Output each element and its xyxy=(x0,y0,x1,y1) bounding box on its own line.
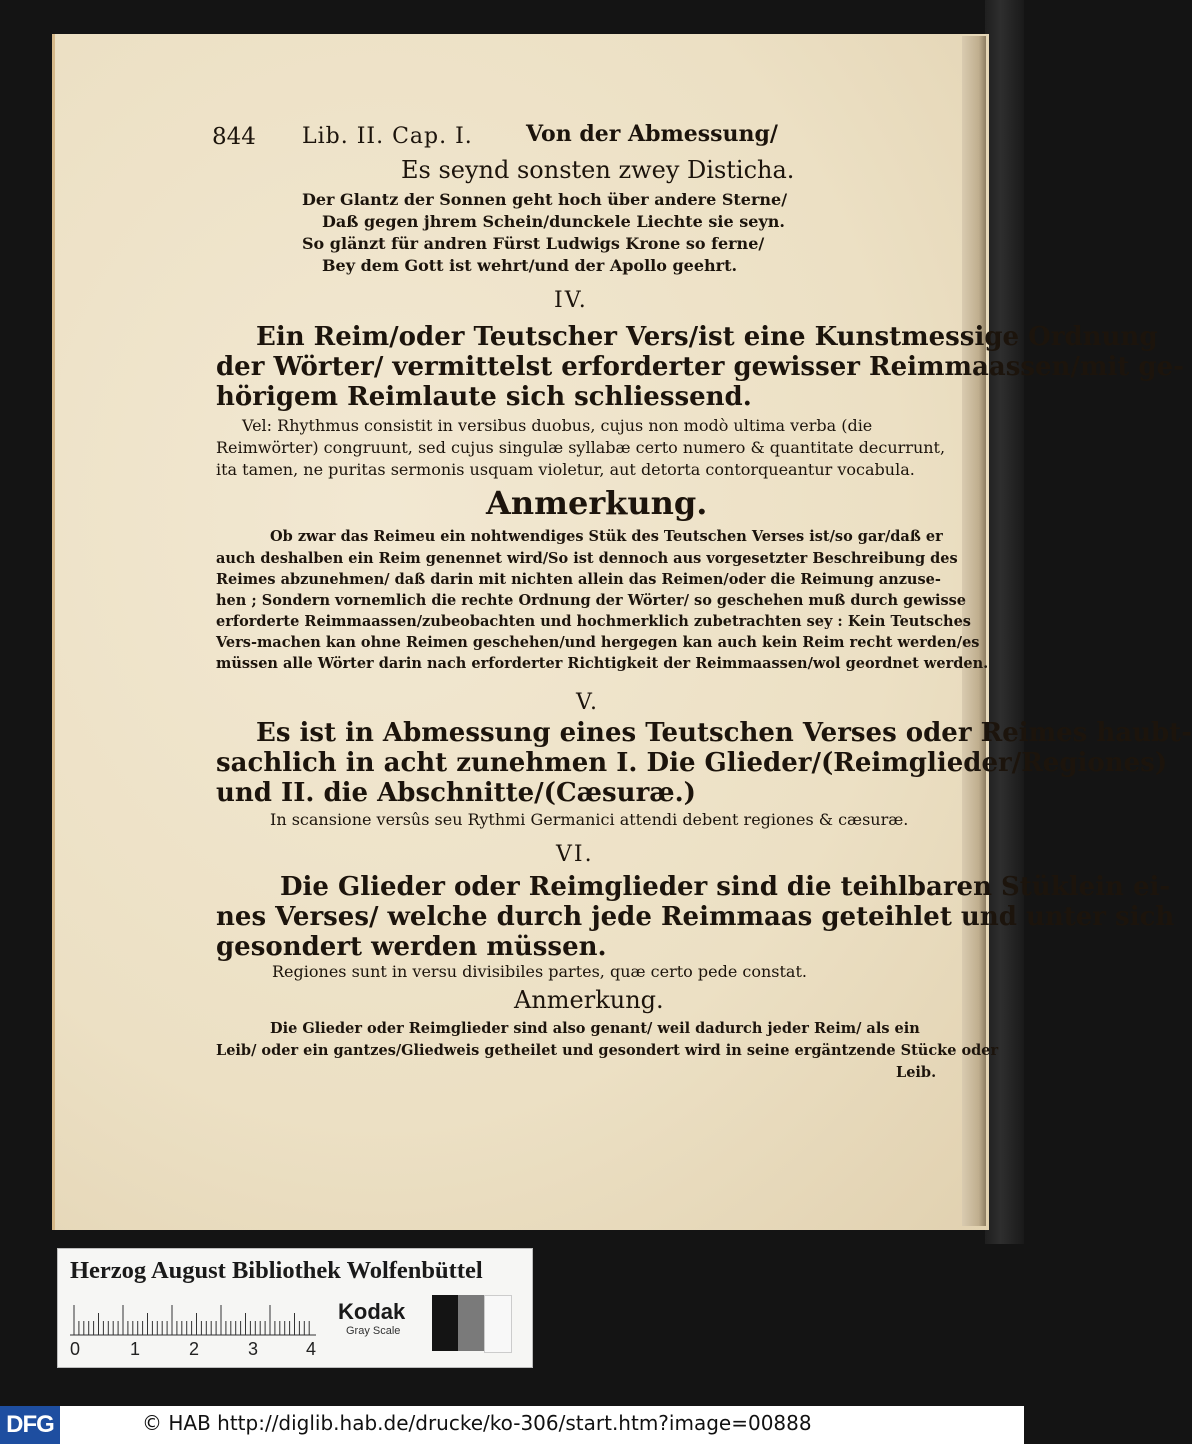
section-number-v: V. xyxy=(576,690,600,715)
section-v-line: Es ist in Abmessung eines Teutschen Verses oder Reimes haubt- xyxy=(256,718,1192,748)
institution-name: Herzog August Bibliothek Wolfenbüttel xyxy=(70,1257,483,1284)
anmerkung-heading: Anmerkung. xyxy=(514,986,664,1014)
note-line: Vers-machen kan ohne Reimen geschehen/und hergegen kan auch kein Reim recht werden/es xyxy=(216,634,980,651)
latin-line: Vel: Rhythmus consistit in versibus duobus, cujus non modò ultima verba (die xyxy=(242,416,873,435)
ruler-number: 1 xyxy=(130,1339,141,1359)
note-line: Reimes abzunehmen/ daß darin mit nichten allein das Reimen/oder die Reimung anzuse- xyxy=(216,571,941,588)
note-line: Ob zwar das Reimeu ein nohtwendiges Stük des Teutschen Verses ist/so gar/daß er xyxy=(270,528,943,545)
note-line: müssen alle Wörter darin nach erforderter Richtigkeit der Reimmaassen/wol geordnet werden. xyxy=(216,655,989,672)
ruler-number: 4 xyxy=(306,1339,317,1359)
section-number-vi: VI. xyxy=(556,842,594,867)
section-number-iv: IV. xyxy=(554,288,588,313)
section-v-line: sachlich in acht zunehmen I. Die Glieder/(Reimglieder/Regiones) xyxy=(216,748,1168,778)
ruler-scale xyxy=(70,1301,370,1337)
gray-patch-black xyxy=(432,1295,458,1351)
section-iv-line: der Wörter/ vermittelst erforderter gewisser Reimmaassen/mit ge- xyxy=(216,352,1184,382)
note-line: auch deshalben ein Reim genennet wird/So ist dennoch aus vorgesetzter Beschreibung des xyxy=(216,550,958,567)
note-line: Leib/ oder ein gantzes/Gliedweis getheilet und gesondert wird in seine ergäntzende Stücke oder xyxy=(216,1042,999,1059)
verse-line: Daß gegen jhrem Schein/dunckele Liechte sie seyn. xyxy=(322,212,785,231)
distichs-heading: Es seynd sonsten zwey Disticha. xyxy=(401,156,795,184)
ruler-number: 2 xyxy=(189,1339,200,1359)
section-vi-line: nes Verses/ welche durch jede Reimmaas geteihlet und unter sich xyxy=(216,902,1175,932)
section-vi-line: Die Glieder oder Reimglieder sind die teihlbaren Stüklein ei- xyxy=(280,872,1171,902)
note-line: Leib. xyxy=(896,1064,937,1081)
gray-patch-white xyxy=(484,1295,512,1353)
verse-line: Der Glantz der Sonnen geht hoch über andere Sterne/ xyxy=(302,190,788,209)
section-v-line: und II. die Abschnitte/(Cæsuræ.) xyxy=(216,778,696,808)
ruler-number: 3 xyxy=(248,1339,259,1359)
running-title: Von der Abmessung/ xyxy=(526,121,778,147)
section-iv-line: Ein Reim/oder Teutscher Vers/ist eine Kunstmessige Ordnung xyxy=(256,322,1158,352)
note-line: erforderte Reimmaassen/zubeobachten und hochmerklich zubetrachten sey : Kein Teutsches xyxy=(216,613,971,630)
anmerkung-heading: Anmerkung. xyxy=(486,484,708,522)
ruler-number: 0 xyxy=(70,1339,81,1359)
page-number: 844 xyxy=(212,124,256,150)
note-line: hen ; Sondern vornemlich die rechte Ordnung der Wörter/ so geschehen muß durch gewisse xyxy=(216,592,966,609)
note-line: Die Glieder oder Reimglieder sind also genant/ weil dadurch jeder Reim/ als ein xyxy=(270,1020,920,1037)
latin-line: Reimwörter) congruunt, sed cujus singulæ syllabæ certo numero & quantitate decurrunt, xyxy=(216,438,946,457)
lib-cap-reference: Lib. II. Cap. I. xyxy=(302,124,473,149)
copyright-link[interactable]: © HAB http://diglib.hab.de/drucke/ko-306/start.htm?image=00888 xyxy=(142,1411,812,1435)
gray-patch-mid xyxy=(458,1295,484,1351)
kodak-brand: Kodak xyxy=(338,1299,406,1324)
section-iv-line: hörigem Reimlaute sich schliessend. xyxy=(216,382,752,412)
latin-line: ita tamen, ne puritas sermonis usquam violetur, aut detorta contorqueantur vocabula. xyxy=(216,460,915,479)
scan-reference-label xyxy=(57,1248,533,1368)
dfg-logo: DFG xyxy=(0,1406,60,1444)
verse-line: So glänzt für andren Fürst Ludwigs Krone so ferne/ xyxy=(302,234,765,253)
section-vi-line: gesondert werden müssen. xyxy=(216,932,607,962)
latin-line: Regiones sunt in versu divisibiles partes, quæ certo pede constat. xyxy=(272,962,807,981)
verse-line: Bey dem Gott ist wehrt/und der Apollo geehrt. xyxy=(322,256,738,275)
latin-line: In scansione versûs seu Rythmi Germanici attendi debent regiones & cæsuræ. xyxy=(270,810,909,829)
gray-scale-caption: Gray Scale xyxy=(346,1325,401,1337)
